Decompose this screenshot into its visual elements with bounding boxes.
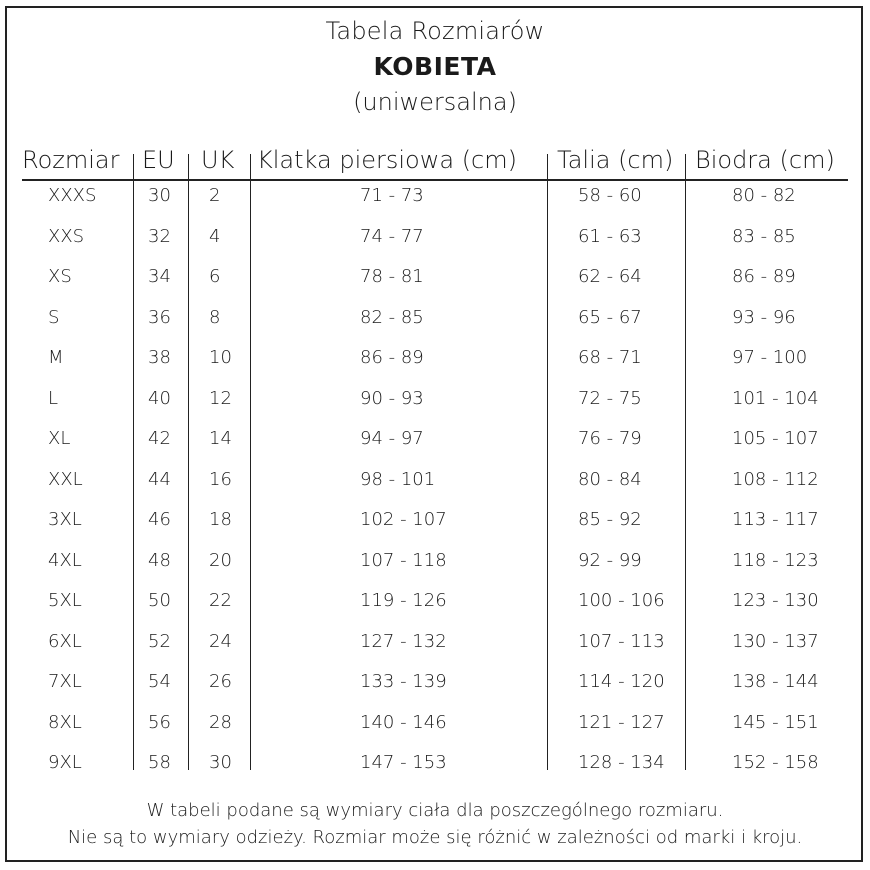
cell-uk: 24 (209, 630, 232, 652)
cell-eu: 46 (148, 509, 171, 530)
cell-size: XL (48, 428, 71, 449)
cell-hips: 93 - 96 (732, 306, 796, 328)
cell-uk: 18 (209, 509, 232, 530)
cell-size: XS (48, 266, 72, 287)
column-divider (188, 154, 189, 770)
header-rozmiar: Rozmiar (22, 146, 120, 174)
cell-size: 7XL (48, 671, 82, 692)
cell-size: 5XL (48, 590, 82, 611)
footnote-line-2: Nie są to wymiary odzieży. Rozmiar może się różnić w zależności od marki i kroju. (67, 827, 803, 848)
header-klatka: Klatka piersiowa (cm) (257, 146, 517, 174)
cell-uk: 14 (209, 428, 232, 449)
cell-size: XXS (48, 225, 85, 247)
page-subtitle: KOBIETA (373, 52, 497, 81)
cell-waist: 128 - 134 (578, 752, 665, 773)
cell-waist: 107 - 113 (578, 630, 665, 652)
cell-waist: 100 - 106 (578, 590, 665, 611)
cell-eu: 52 (148, 630, 171, 652)
cell-uk: 30 (209, 752, 232, 773)
column-divider (250, 154, 251, 770)
cell-size: XXL (48, 468, 83, 490)
cell-eu: 42 (148, 428, 171, 449)
cell-chest: 90 - 93 (360, 387, 424, 409)
cell-hips: 138 - 144 (732, 671, 819, 692)
cell-chest: 102 - 107 (360, 509, 447, 530)
column-divider (133, 154, 134, 770)
page-subtitle-2: (uniwersalna) (353, 88, 517, 116)
cell-chest: 140 - 146 (360, 711, 447, 733)
cell-uk: 22 (209, 590, 232, 611)
cell-waist: 76 - 79 (578, 428, 642, 449)
header-underline (22, 179, 848, 181)
footnote-line-1: W tabeli podane są wymiary ciała dla poszczególnego rozmiaru. (146, 800, 724, 821)
cell-hips: 130 - 137 (732, 630, 819, 652)
cell-hips: 123 - 130 (732, 590, 819, 611)
cell-uk: 10 (209, 347, 232, 368)
cell-chest: 147 - 153 (360, 752, 447, 773)
header-talia: Talia (cm) (557, 146, 674, 174)
cell-chest: 78 - 81 (360, 266, 424, 287)
cell-chest: 98 - 101 (360, 468, 436, 490)
cell-hips: 101 - 104 (732, 387, 819, 409)
cell-waist: 114 - 120 (578, 671, 665, 692)
page-title: Tabela Rozmiarów (325, 17, 545, 45)
cell-chest: 119 - 126 (360, 590, 447, 611)
cell-chest: 74 - 77 (360, 225, 424, 247)
cell-chest: 107 - 118 (360, 549, 447, 571)
cell-eu: 40 (148, 387, 171, 409)
cell-waist: 58 - 60 (578, 185, 642, 206)
header-uk: UK (201, 146, 235, 174)
column-divider (685, 154, 686, 770)
cell-size: 3XL (48, 509, 82, 530)
cell-uk: 4 (209, 225, 221, 247)
cell-waist: 68 - 71 (578, 347, 642, 368)
cell-uk: 28 (209, 711, 232, 733)
cell-waist: 80 - 84 (578, 468, 642, 490)
cell-chest: 71 - 73 (360, 185, 424, 206)
cell-eu: 48 (148, 549, 171, 571)
cell-eu: 38 (148, 347, 171, 368)
cell-waist: 92 - 99 (578, 549, 642, 571)
cell-waist: 65 - 67 (578, 306, 642, 328)
cell-chest: 82 - 85 (360, 306, 424, 328)
cell-chest: 86 - 89 (360, 347, 424, 368)
cell-size: M (48, 347, 64, 368)
cell-eu: 30 (148, 185, 171, 206)
cell-eu: 32 (148, 225, 171, 247)
column-divider (547, 154, 548, 770)
cell-waist: 72 - 75 (578, 387, 642, 409)
cell-uk: 6 (209, 266, 221, 287)
cell-eu: 44 (148, 468, 171, 490)
cell-size: S (48, 306, 60, 328)
cell-hips: 108 - 112 (732, 468, 819, 490)
cell-waist: 121 - 127 (578, 711, 665, 733)
cell-size: 6XL (48, 630, 82, 652)
cell-eu: 58 (148, 752, 171, 773)
cell-chest: 127 - 132 (360, 630, 447, 652)
cell-eu: 50 (148, 590, 171, 611)
cell-hips: 83 - 85 (732, 225, 796, 247)
cell-size: 9XL (48, 752, 82, 773)
cell-chest: 133 - 139 (360, 671, 447, 692)
cell-eu: 56 (148, 711, 171, 733)
cell-uk: 20 (209, 549, 232, 571)
cell-hips: 97 - 100 (732, 347, 808, 368)
cell-hips: 118 - 123 (732, 549, 819, 571)
cell-size: L (48, 387, 59, 409)
cell-hips: 113 - 117 (732, 509, 819, 530)
cell-eu: 54 (148, 671, 171, 692)
cell-chest: 94 - 97 (360, 428, 424, 449)
cell-size: 8XL (48, 711, 82, 733)
cell-waist: 61 - 63 (578, 225, 642, 247)
cell-uk: 26 (209, 671, 232, 692)
cell-waist: 85 - 92 (578, 509, 642, 530)
cell-eu: 34 (148, 266, 171, 287)
cell-eu: 36 (148, 306, 171, 328)
cell-uk: 12 (209, 387, 232, 409)
cell-size: XXXS (48, 185, 97, 206)
cell-hips: 86 - 89 (732, 266, 796, 287)
cell-hips: 105 - 107 (732, 428, 819, 449)
cell-uk: 8 (209, 306, 221, 328)
cell-hips: 80 - 82 (732, 185, 796, 206)
cell-waist: 62 - 64 (578, 266, 642, 287)
cell-hips: 152 - 158 (732, 752, 819, 773)
cell-uk: 16 (209, 468, 232, 490)
header-biodra: Biodra (cm) (695, 146, 835, 174)
header-eu: EU (142, 146, 175, 174)
cell-size: 4XL (48, 549, 82, 571)
cell-uk: 2 (209, 185, 221, 206)
cell-hips: 145 - 151 (732, 711, 819, 733)
